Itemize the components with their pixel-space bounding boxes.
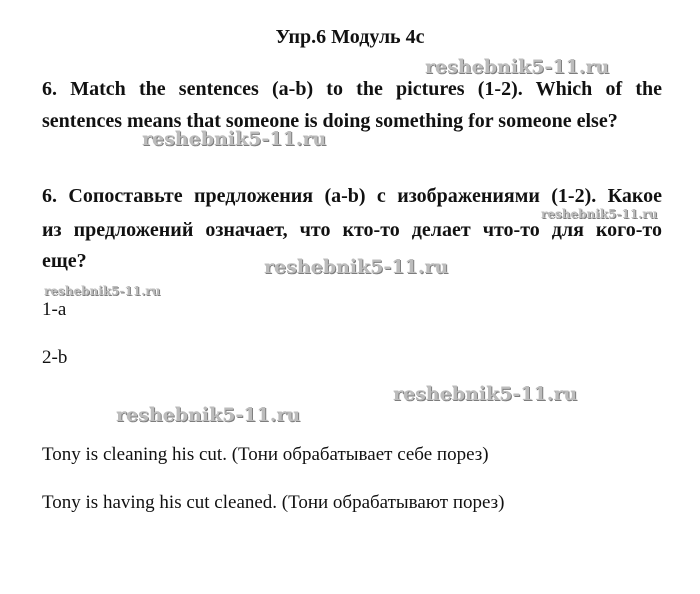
sentence-b: Tony is having his cut cleaned. (Тони обрабатывают порез): [42, 492, 505, 513]
watermark: reshebnik5-11.ru: [142, 128, 327, 150]
answer-1: 1-a: [42, 299, 67, 320]
task-english-line: 6. Match the sentences (a-b) to the pictures (1-2). Which of the: [42, 78, 662, 100]
task-english-line: sentences means that someone is doing something for someone else?: [42, 110, 618, 132]
task-russian: [42, 215, 662, 246]
watermark: reshebnik5-11.ru: [425, 56, 610, 78]
sentence-a: Tony is cleaning his cut. (Тони обрабатывает себе порез): [42, 444, 489, 465]
task-english: [42, 74, 662, 105]
page-title: Упр.6 Модуль 4с: [275, 26, 425, 48]
task-russian-line: еще?: [42, 250, 87, 272]
task-russian-line: 6. Сопоставьте предложения (a-b) с изображениями (1-2). Какое: [42, 185, 662, 207]
answer-2: 2-b: [42, 347, 68, 368]
task-russian-line: из предложений означает, что кто-то делает что-то для кого-то: [42, 219, 662, 241]
watermark: reshebnik5-11.ru: [116, 404, 301, 426]
watermark: reshebnik5-11.ru: [541, 207, 658, 221]
watermark: reshebnik5-11.ru: [44, 284, 161, 298]
watermark: reshebnik5-11.ru: [264, 256, 449, 278]
watermark: reshebnik5-11.ru: [393, 383, 578, 405]
